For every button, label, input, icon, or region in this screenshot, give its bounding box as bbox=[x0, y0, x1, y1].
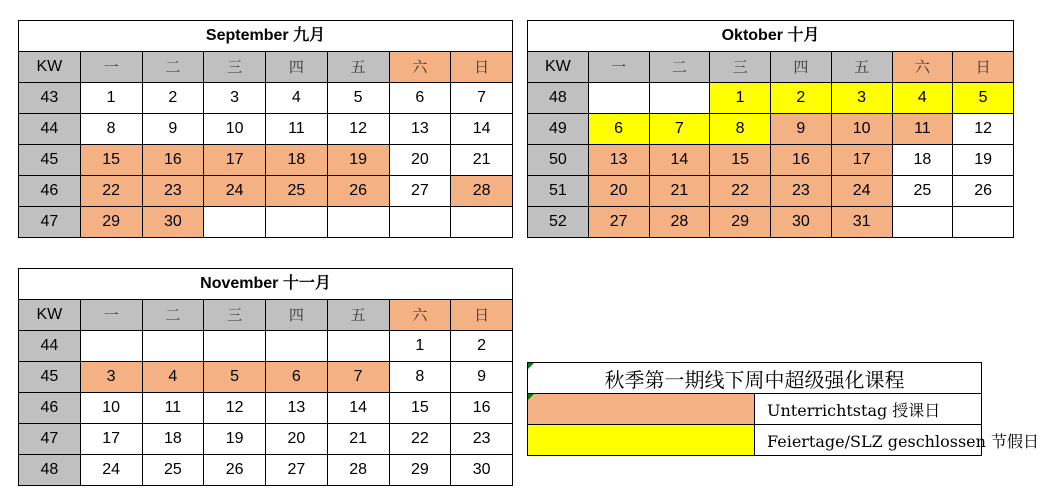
weekday-header[interactable]: 日 bbox=[953, 52, 1014, 83]
day-cell[interactable]: 16 bbox=[142, 145, 204, 176]
day-cell[interactable]: 29 bbox=[710, 207, 771, 238]
week-number[interactable]: 50 bbox=[528, 145, 589, 176]
day-cell[interactable]: 7 bbox=[649, 114, 710, 145]
day-cell[interactable]: 22 bbox=[80, 176, 142, 207]
legend-swatch-holiday[interactable] bbox=[528, 425, 755, 456]
day-cell[interactable]: 6 bbox=[266, 362, 328, 393]
week-number[interactable]: 43 bbox=[19, 83, 81, 114]
legend-label-lesson[interactable]: Unterrichtstag 授课日 bbox=[755, 394, 982, 425]
day-cell-empty[interactable] bbox=[142, 331, 204, 362]
day-cell[interactable]: 7 bbox=[327, 362, 389, 393]
day-cell[interactable]: 21 bbox=[451, 145, 513, 176]
day-cell[interactable]: 10 bbox=[831, 114, 892, 145]
day-cell[interactable]: 22 bbox=[710, 176, 771, 207]
day-cell-empty[interactable] bbox=[451, 207, 513, 238]
day-cell[interactable]: 2 bbox=[451, 331, 513, 362]
day-cell-empty[interactable] bbox=[588, 83, 649, 114]
week-number[interactable]: 48 bbox=[528, 83, 589, 114]
weekday-header[interactable]: 三 bbox=[710, 52, 771, 83]
day-cell[interactable]: 12 bbox=[204, 393, 266, 424]
weekday-header[interactable]: 一 bbox=[80, 52, 142, 83]
day-cell[interactable]: 17 bbox=[831, 145, 892, 176]
weekday-header[interactable]: 三 bbox=[204, 52, 266, 83]
week-row bbox=[19, 176, 513, 207]
kw-header[interactable]: KW bbox=[19, 52, 81, 83]
day-cell[interactable]: 3 bbox=[204, 83, 266, 114]
day-cell[interactable]: 23 bbox=[142, 176, 204, 207]
legend-swatch-lesson[interactable] bbox=[528, 394, 755, 425]
day-cell-empty[interactable] bbox=[266, 207, 328, 238]
day-cell[interactable]: 8 bbox=[710, 114, 771, 145]
day-cell[interactable]: 1 bbox=[710, 83, 771, 114]
legend-title[interactable] bbox=[528, 363, 982, 394]
week-number[interactable]: 44 bbox=[19, 114, 81, 145]
day-cell[interactable]: 17 bbox=[80, 424, 142, 455]
day-cell[interactable]: 21 bbox=[649, 176, 710, 207]
calendar-october bbox=[527, 20, 1014, 238]
day-cell[interactable]: 27 bbox=[389, 176, 451, 207]
comment-marker-icon bbox=[528, 394, 534, 400]
day-cell[interactable]: 19 bbox=[953, 145, 1014, 176]
weekday-header[interactable]: 二 bbox=[142, 300, 204, 331]
day-cell[interactable]: 18 bbox=[266, 145, 328, 176]
day-cell[interactable]: 29 bbox=[389, 455, 451, 486]
day-cell[interactable]: 4 bbox=[892, 83, 953, 114]
day-cell[interactable]: 11 bbox=[142, 393, 204, 424]
day-cell[interactable]: 20 bbox=[389, 145, 451, 176]
day-cell[interactable]: 25 bbox=[142, 455, 204, 486]
day-cell[interactable]: 5 bbox=[327, 83, 389, 114]
day-cell-empty[interactable] bbox=[80, 331, 142, 362]
week-row bbox=[19, 424, 513, 455]
week-row bbox=[19, 83, 513, 114]
day-cell[interactable]: 1 bbox=[389, 331, 451, 362]
day-cell[interactable]: 14 bbox=[327, 393, 389, 424]
day-cell[interactable]: 1 bbox=[80, 83, 142, 114]
day-cell[interactable]: 16 bbox=[451, 393, 513, 424]
week-row bbox=[19, 455, 513, 486]
week-number[interactable]: 47 bbox=[19, 424, 81, 455]
day-cell[interactable]: 13 bbox=[389, 114, 451, 145]
week-number[interactable]: 48 bbox=[19, 455, 81, 486]
weekday-header[interactable]: 四 bbox=[771, 52, 832, 83]
day-cell[interactable]: 11 bbox=[892, 114, 953, 145]
day-cell[interactable]: 12 bbox=[953, 114, 1014, 145]
day-cell-empty[interactable] bbox=[892, 207, 953, 238]
day-cell[interactable]: 28 bbox=[451, 176, 513, 207]
day-cell[interactable]: 28 bbox=[649, 207, 710, 238]
day-cell[interactable]: 25 bbox=[266, 176, 328, 207]
week-row bbox=[528, 176, 1014, 207]
weekday-header[interactable]: 二 bbox=[649, 52, 710, 83]
day-cell-empty[interactable] bbox=[649, 83, 710, 114]
day-cell[interactable]: 5 bbox=[953, 83, 1014, 114]
week-number[interactable]: 44 bbox=[19, 331, 81, 362]
day-cell[interactable]: 24 bbox=[831, 176, 892, 207]
weekday-header[interactable]: 五 bbox=[831, 52, 892, 83]
weekday-header[interactable]: 三 bbox=[204, 300, 266, 331]
week-number[interactable]: 46 bbox=[19, 393, 81, 424]
day-cell[interactable]: 4 bbox=[266, 83, 328, 114]
day-cell[interactable]: 27 bbox=[266, 455, 328, 486]
weekday-header[interactable]: 日 bbox=[451, 52, 513, 83]
day-cell[interactable]: 19 bbox=[204, 424, 266, 455]
calendar-title[interactable]: November 十一月 bbox=[19, 269, 513, 300]
day-cell-empty[interactable] bbox=[266, 331, 328, 362]
weekday-header[interactable]: 二 bbox=[142, 52, 204, 83]
week-row bbox=[528, 207, 1014, 238]
week-row bbox=[19, 114, 513, 145]
day-cell[interactable]: 2 bbox=[142, 83, 204, 114]
week-row bbox=[19, 362, 513, 393]
day-cell[interactable]: 13 bbox=[266, 393, 328, 424]
day-cell[interactable]: 30 bbox=[771, 207, 832, 238]
day-cell[interactable]: 22 bbox=[389, 424, 451, 455]
week-number[interactable]: 47 bbox=[19, 207, 81, 238]
day-cell-empty[interactable] bbox=[204, 331, 266, 362]
day-cell[interactable]: 12 bbox=[327, 114, 389, 145]
day-cell[interactable]: 26 bbox=[953, 176, 1014, 207]
weekday-header[interactable]: 六 bbox=[389, 300, 451, 331]
kw-header[interactable]: KW bbox=[528, 52, 589, 83]
day-cell[interactable]: 6 bbox=[389, 83, 451, 114]
weekday-header[interactable]: 五 bbox=[327, 52, 389, 83]
comment-marker-icon bbox=[528, 363, 534, 369]
day-cell[interactable]: 4 bbox=[142, 362, 204, 393]
day-cell[interactable]: 8 bbox=[80, 114, 142, 145]
day-cell-empty[interactable] bbox=[327, 207, 389, 238]
day-cell[interactable]: 13 bbox=[588, 145, 649, 176]
week-row bbox=[528, 145, 1014, 176]
day-cell[interactable]: 15 bbox=[80, 145, 142, 176]
day-cell[interactable]: 5 bbox=[204, 362, 266, 393]
calendar-september bbox=[18, 20, 513, 238]
weekday-header[interactable]: 四 bbox=[266, 300, 328, 331]
week-row bbox=[19, 145, 513, 176]
week-row bbox=[19, 393, 513, 424]
week-number[interactable]: 45 bbox=[19, 362, 81, 393]
day-cell-empty[interactable] bbox=[953, 207, 1014, 238]
day-cell[interactable]: 3 bbox=[80, 362, 142, 393]
day-cell[interactable]: 9 bbox=[142, 114, 204, 145]
day-cell[interactable]: 10 bbox=[204, 114, 266, 145]
day-cell[interactable]: 10 bbox=[80, 393, 142, 424]
day-cell[interactable]: 11 bbox=[266, 114, 328, 145]
week-number[interactable]: 45 bbox=[19, 145, 81, 176]
day-cell[interactable]: 25 bbox=[892, 176, 953, 207]
week-row bbox=[19, 331, 513, 362]
legend-label-holiday[interactable]: Feiertage/SLZ geschlossen 节假日 bbox=[755, 425, 982, 456]
day-cell[interactable]: 18 bbox=[142, 424, 204, 455]
day-cell[interactable]: 9 bbox=[451, 362, 513, 393]
day-cell[interactable]: 20 bbox=[588, 176, 649, 207]
day-cell[interactable]: 31 bbox=[831, 207, 892, 238]
weekday-header[interactable]: 日 bbox=[451, 300, 513, 331]
day-cell[interactable]: 14 bbox=[649, 145, 710, 176]
day-cell-empty[interactable] bbox=[204, 207, 266, 238]
day-cell[interactable]: 20 bbox=[266, 424, 328, 455]
weekday-header[interactable]: 一 bbox=[588, 52, 649, 83]
day-cell[interactable]: 23 bbox=[771, 176, 832, 207]
day-cell[interactable]: 8 bbox=[389, 362, 451, 393]
legend-title-text: 秋季第一期线下周中超级强化课程 bbox=[604, 367, 905, 392]
day-cell[interactable]: 15 bbox=[389, 393, 451, 424]
day-cell[interactable]: 24 bbox=[204, 176, 266, 207]
day-cell-empty[interactable] bbox=[327, 331, 389, 362]
week-row bbox=[528, 83, 1014, 114]
weekday-header[interactable]: 六 bbox=[389, 52, 451, 83]
day-cell[interactable]: 23 bbox=[451, 424, 513, 455]
weekday-header[interactable]: 五 bbox=[327, 300, 389, 331]
day-cell[interactable]: 17 bbox=[204, 145, 266, 176]
day-cell[interactable]: 14 bbox=[451, 114, 513, 145]
day-cell[interactable]: 15 bbox=[710, 145, 771, 176]
week-number[interactable]: 52 bbox=[528, 207, 589, 238]
weekday-header[interactable]: 六 bbox=[892, 52, 953, 83]
day-cell[interactable]: 30 bbox=[451, 455, 513, 486]
day-cell[interactable]: 29 bbox=[80, 207, 142, 238]
day-cell[interactable]: 19 bbox=[327, 145, 389, 176]
day-cell[interactable]: 24 bbox=[80, 455, 142, 486]
calendar-title[interactable]: Oktober 十月 bbox=[528, 21, 1014, 52]
week-number[interactable]: 49 bbox=[528, 114, 589, 145]
calendar-title[interactable]: September 九月 bbox=[19, 21, 513, 52]
kw-header[interactable]: KW bbox=[19, 300, 81, 331]
weekday-header[interactable]: 一 bbox=[80, 300, 142, 331]
day-cell[interactable]: 26 bbox=[204, 455, 266, 486]
day-cell[interactable]: 3 bbox=[831, 83, 892, 114]
day-cell[interactable]: 6 bbox=[588, 114, 649, 145]
day-cell[interactable]: 26 bbox=[327, 176, 389, 207]
calendar-november bbox=[18, 268, 513, 486]
week-row bbox=[528, 114, 1014, 145]
day-cell[interactable]: 21 bbox=[327, 424, 389, 455]
day-cell[interactable]: 27 bbox=[588, 207, 649, 238]
day-cell[interactable]: 18 bbox=[892, 145, 953, 176]
legend bbox=[527, 362, 1040, 456]
week-row bbox=[19, 207, 513, 238]
day-cell[interactable]: 30 bbox=[142, 207, 204, 238]
week-number[interactable]: 51 bbox=[528, 176, 589, 207]
week-number[interactable]: 46 bbox=[19, 176, 81, 207]
weekday-header[interactable]: 四 bbox=[266, 52, 328, 83]
day-cell[interactable]: 2 bbox=[771, 83, 832, 114]
day-cell[interactable]: 28 bbox=[327, 455, 389, 486]
day-cell-empty[interactable] bbox=[389, 207, 451, 238]
day-cell[interactable]: 7 bbox=[451, 83, 513, 114]
day-cell[interactable]: 9 bbox=[771, 114, 832, 145]
day-cell[interactable]: 16 bbox=[771, 145, 832, 176]
